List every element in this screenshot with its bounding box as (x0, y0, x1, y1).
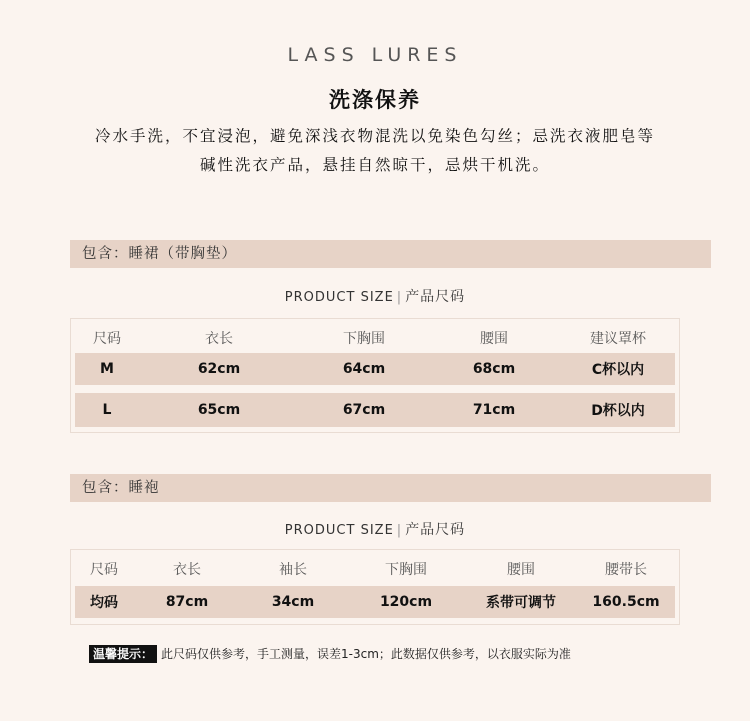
table-cell: 系带可调节 (486, 595, 556, 611)
table-cell: 87cm (165, 594, 209, 610)
notice-text: 此尺码仅供参考，手工测量，误差1-3cm；此数据仅供参考，以衣服实际为准 (161, 647, 571, 661)
table-cell: 62cm (197, 361, 241, 377)
size-notice (89, 645, 571, 662)
table-cell: M (100, 361, 114, 377)
table-cell: 34cm (271, 594, 315, 610)
table-cell: 68cm (472, 361, 516, 377)
table-cell: 160.5cm (592, 594, 660, 610)
care-title: 洗涤保养 (329, 88, 421, 112)
header-cell: 腰围 (480, 331, 508, 347)
separator: | (396, 523, 403, 538)
header-cell: 下胸围 (385, 562, 427, 578)
care-text-line-2: 碱性洗衣产品，悬挂自然晾干，忌烘干机洗。 (199, 156, 550, 174)
separator: | (396, 290, 403, 305)
table-header-row (75, 323, 675, 353)
header-cell: 建议罩杯 (590, 331, 646, 347)
table-row (75, 586, 675, 618)
section-contains-robe: 包含：睡袍 (70, 474, 711, 502)
header-cell: 腰带长 (605, 562, 647, 578)
product-size-en: PRODUCT SIZE (284, 290, 394, 305)
header-cell: 袖长 (279, 562, 307, 578)
table-cell: 64cm (342, 361, 386, 377)
care-text-line-1: 冷水手洗，不宜浸泡，避免深浅衣物混洗以免染色勾丝；忌洗衣液肥皂等 (94, 127, 655, 145)
header-cell: 衣长 (205, 331, 233, 347)
header-cell: 尺码 (93, 331, 121, 347)
table-cell: L (102, 402, 112, 418)
product-size-heading (0, 519, 750, 539)
product-size-zh: 产品尺码 (405, 289, 466, 305)
table-cell: 65cm (197, 402, 241, 418)
section-contains-nightdress: 包含：睡裙（带胸垫） (70, 240, 711, 268)
product-size-en: PRODUCT SIZE (284, 523, 394, 538)
size-table-nightdress (70, 318, 680, 433)
table-cell: 均码 (90, 595, 118, 611)
brand-title: LASS LURES (287, 44, 463, 66)
table-cell: 71cm (472, 402, 516, 418)
header-cell: 尺码 (90, 562, 118, 578)
product-size-heading (0, 286, 750, 306)
header-cell: 腰围 (507, 562, 535, 578)
table-cell: C杯以内 (591, 362, 645, 378)
product-size-zh: 产品尺码 (405, 522, 466, 538)
header-cell: 衣长 (173, 562, 201, 578)
table-cell: 67cm (342, 402, 386, 418)
table-row (75, 393, 675, 427)
notice-tag: 温馨提示： (89, 645, 157, 663)
table-cell: 120cm (379, 594, 433, 610)
table-row (75, 353, 675, 385)
table-header-row (75, 554, 675, 584)
table-cell: D杯以内 (591, 403, 645, 419)
size-table-robe (70, 549, 680, 625)
header-cell: 下胸围 (343, 331, 385, 347)
